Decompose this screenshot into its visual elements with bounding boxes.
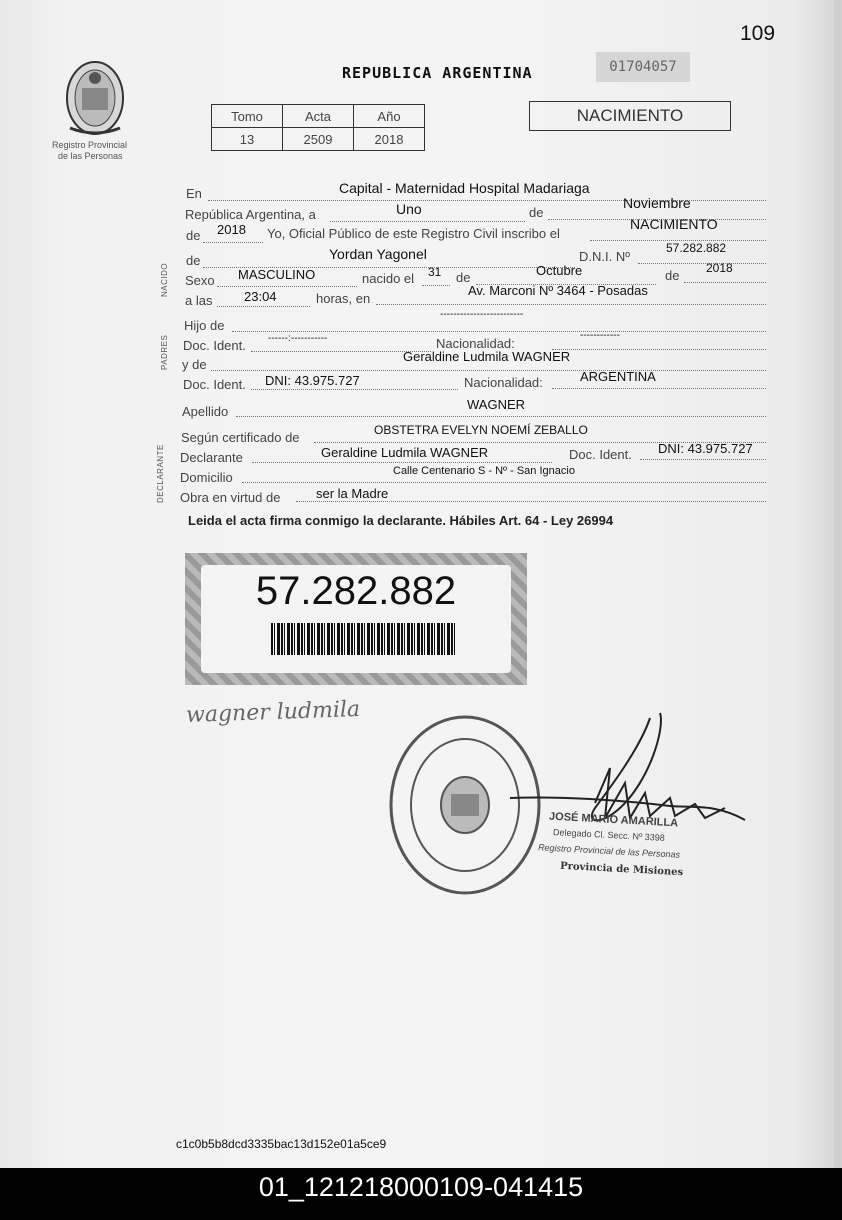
value-mes-nac: Octubre — [536, 263, 583, 278]
table-value-acta: 2509 — [283, 128, 354, 151]
document-title: REPUBLICA ARGENTINA — [342, 64, 533, 82]
label-oficial: Yo, Oficial Público de este Registro Civil inscribo el — [267, 226, 560, 241]
label-en: En — [186, 186, 202, 201]
label-de-3: de — [186, 253, 201, 268]
dni-sticker — [185, 553, 527, 685]
label-nacionalidad-1: Nacionalidad: — [436, 336, 515, 351]
label-de-5: de — [665, 268, 680, 283]
value-lugar-nac: Av. Marconi Nº 3464 - Posadas — [468, 283, 648, 298]
value-nac-padre: ------------ — [580, 330, 620, 341]
document-hash: c1c0b5b8dcd3335bac13d152e01a5ce9 — [176, 1137, 387, 1151]
label-domicilio: Domicilio — [180, 470, 233, 485]
value-obra-virtud: ser la Madre — [316, 486, 389, 501]
closing-text: Leida el acta firma conmigo la declarante. Hábiles Art. 64 - Ley 26994 — [188, 513, 614, 528]
label-doc-ident-1: Doc. Ident. — [183, 338, 246, 353]
label-doc-ident-2: Doc. Ident. — [183, 377, 246, 392]
record-type-box: NACIMIENTO — [529, 101, 731, 131]
value-domicilio: Calle Centenario S - Nº - San Ignacio — [393, 465, 575, 477]
official-province: Provincia de Misiones — [559, 860, 684, 879]
page-edge — [834, 0, 842, 1168]
page-number: 109 — [740, 22, 776, 45]
label-de-2: de — [186, 228, 201, 243]
label-nacido-el: nacido el — [362, 271, 415, 286]
value-mes-inscripcion: Noviembre — [623, 195, 691, 211]
table-header-tomo: Tomo — [212, 105, 283, 128]
table-header-anio: Año — [354, 105, 425, 128]
value-doc-padre: ------:----------- — [268, 333, 328, 344]
label-de-1: de — [529, 205, 544, 220]
table-value-anio: 2018 — [354, 128, 425, 151]
value-hora: 23:04 — [244, 289, 277, 304]
label-horas-en: horas, en — [316, 291, 371, 306]
official-name: JOSÉ MARIO AMARILLA — [548, 810, 679, 830]
value-madre: Geraldine Ludmila WAGNER — [403, 349, 571, 364]
label-a-las: a las — [185, 293, 213, 308]
barcode-icon — [271, 623, 457, 655]
label-obra-virtud: Obra en virtud de — [180, 490, 281, 505]
logo-caption-2: de las Personas — [58, 151, 123, 161]
side-label-nacido: NACIDO — [160, 262, 169, 297]
table-row — [212, 105, 425, 128]
table-value-tomo: 13 — [212, 128, 283, 151]
label-dni-no: D.N.I. Nº — [579, 249, 630, 264]
value-dni: 57.282.882 — [666, 241, 727, 255]
side-label-declarante: DECLARANTE — [156, 444, 165, 503]
value-sexo: MASCULINO — [238, 267, 316, 282]
value-dia-inscripcion: Uno — [396, 201, 422, 217]
logo-caption-1: Registro Provincial — [52, 140, 128, 150]
value-declarante: Geraldine Ludmila WAGNER — [321, 445, 489, 460]
dni-sticker-inner — [201, 565, 511, 673]
label-segun-certificado: Según certificado de — [181, 430, 300, 445]
signature-icon — [500, 708, 760, 848]
label-nacionalidad-2: Nacionalidad: — [464, 375, 543, 390]
value-anio-nac: 2018 — [706, 261, 733, 275]
label-republica-a: República Argentina, a — [185, 207, 316, 222]
value-nac-madre: ARGENTINA — [580, 369, 656, 384]
table-row — [212, 128, 425, 151]
value-anio-inscripcion: 2018 — [217, 222, 246, 237]
label-sexo: Sexo — [185, 273, 215, 288]
value-dia-nac: 31 — [428, 265, 442, 279]
handwritten-name: wagner ludmila — [185, 696, 361, 729]
label-hijo-de: Hijo de — [184, 318, 225, 333]
value-tipo-inscripcion: NACIMIENTO — [630, 216, 718, 232]
value-apellido: WAGNER — [467, 397, 526, 412]
serial-number: 01704057 — [596, 52, 690, 82]
label-y-de: y de — [182, 357, 207, 372]
label-de-4: de — [456, 270, 471, 285]
dni-sticker-number: 57.282.882 — [255, 569, 457, 613]
official-office: Registro Provincial de las Personas — [537, 842, 681, 860]
label-doc-ident-3: Doc. Ident. — [569, 447, 632, 462]
official-role: Delegado Cl. Secc. Nº 3398 — [552, 827, 666, 843]
label-declarante: Declarante — [180, 450, 243, 465]
value-doc-madre: DNI: 43.975.727 — [265, 373, 360, 388]
label-apellido: Apellido — [182, 404, 229, 419]
table-header-acta: Acta — [283, 105, 354, 128]
value-lugar: Capital - Maternidad Hospital Madariaga — [339, 180, 590, 196]
side-label-padres: PADRES — [160, 334, 169, 370]
registry-table — [211, 104, 425, 151]
registry-logo-icon — [60, 58, 130, 138]
value-certificado: OBSTETRA EVELYN NOEMÍ ZEBALLO — [374, 423, 588, 437]
value-doc-declarante: DNI: 43.975.727 — [658, 441, 753, 456]
value-nombre: Yordan Yagonel — [329, 246, 427, 262]
value-hijo-de: ------------------------- — [440, 309, 524, 320]
footer-id: 01_121218000109-041415 — [258, 1172, 584, 1202]
